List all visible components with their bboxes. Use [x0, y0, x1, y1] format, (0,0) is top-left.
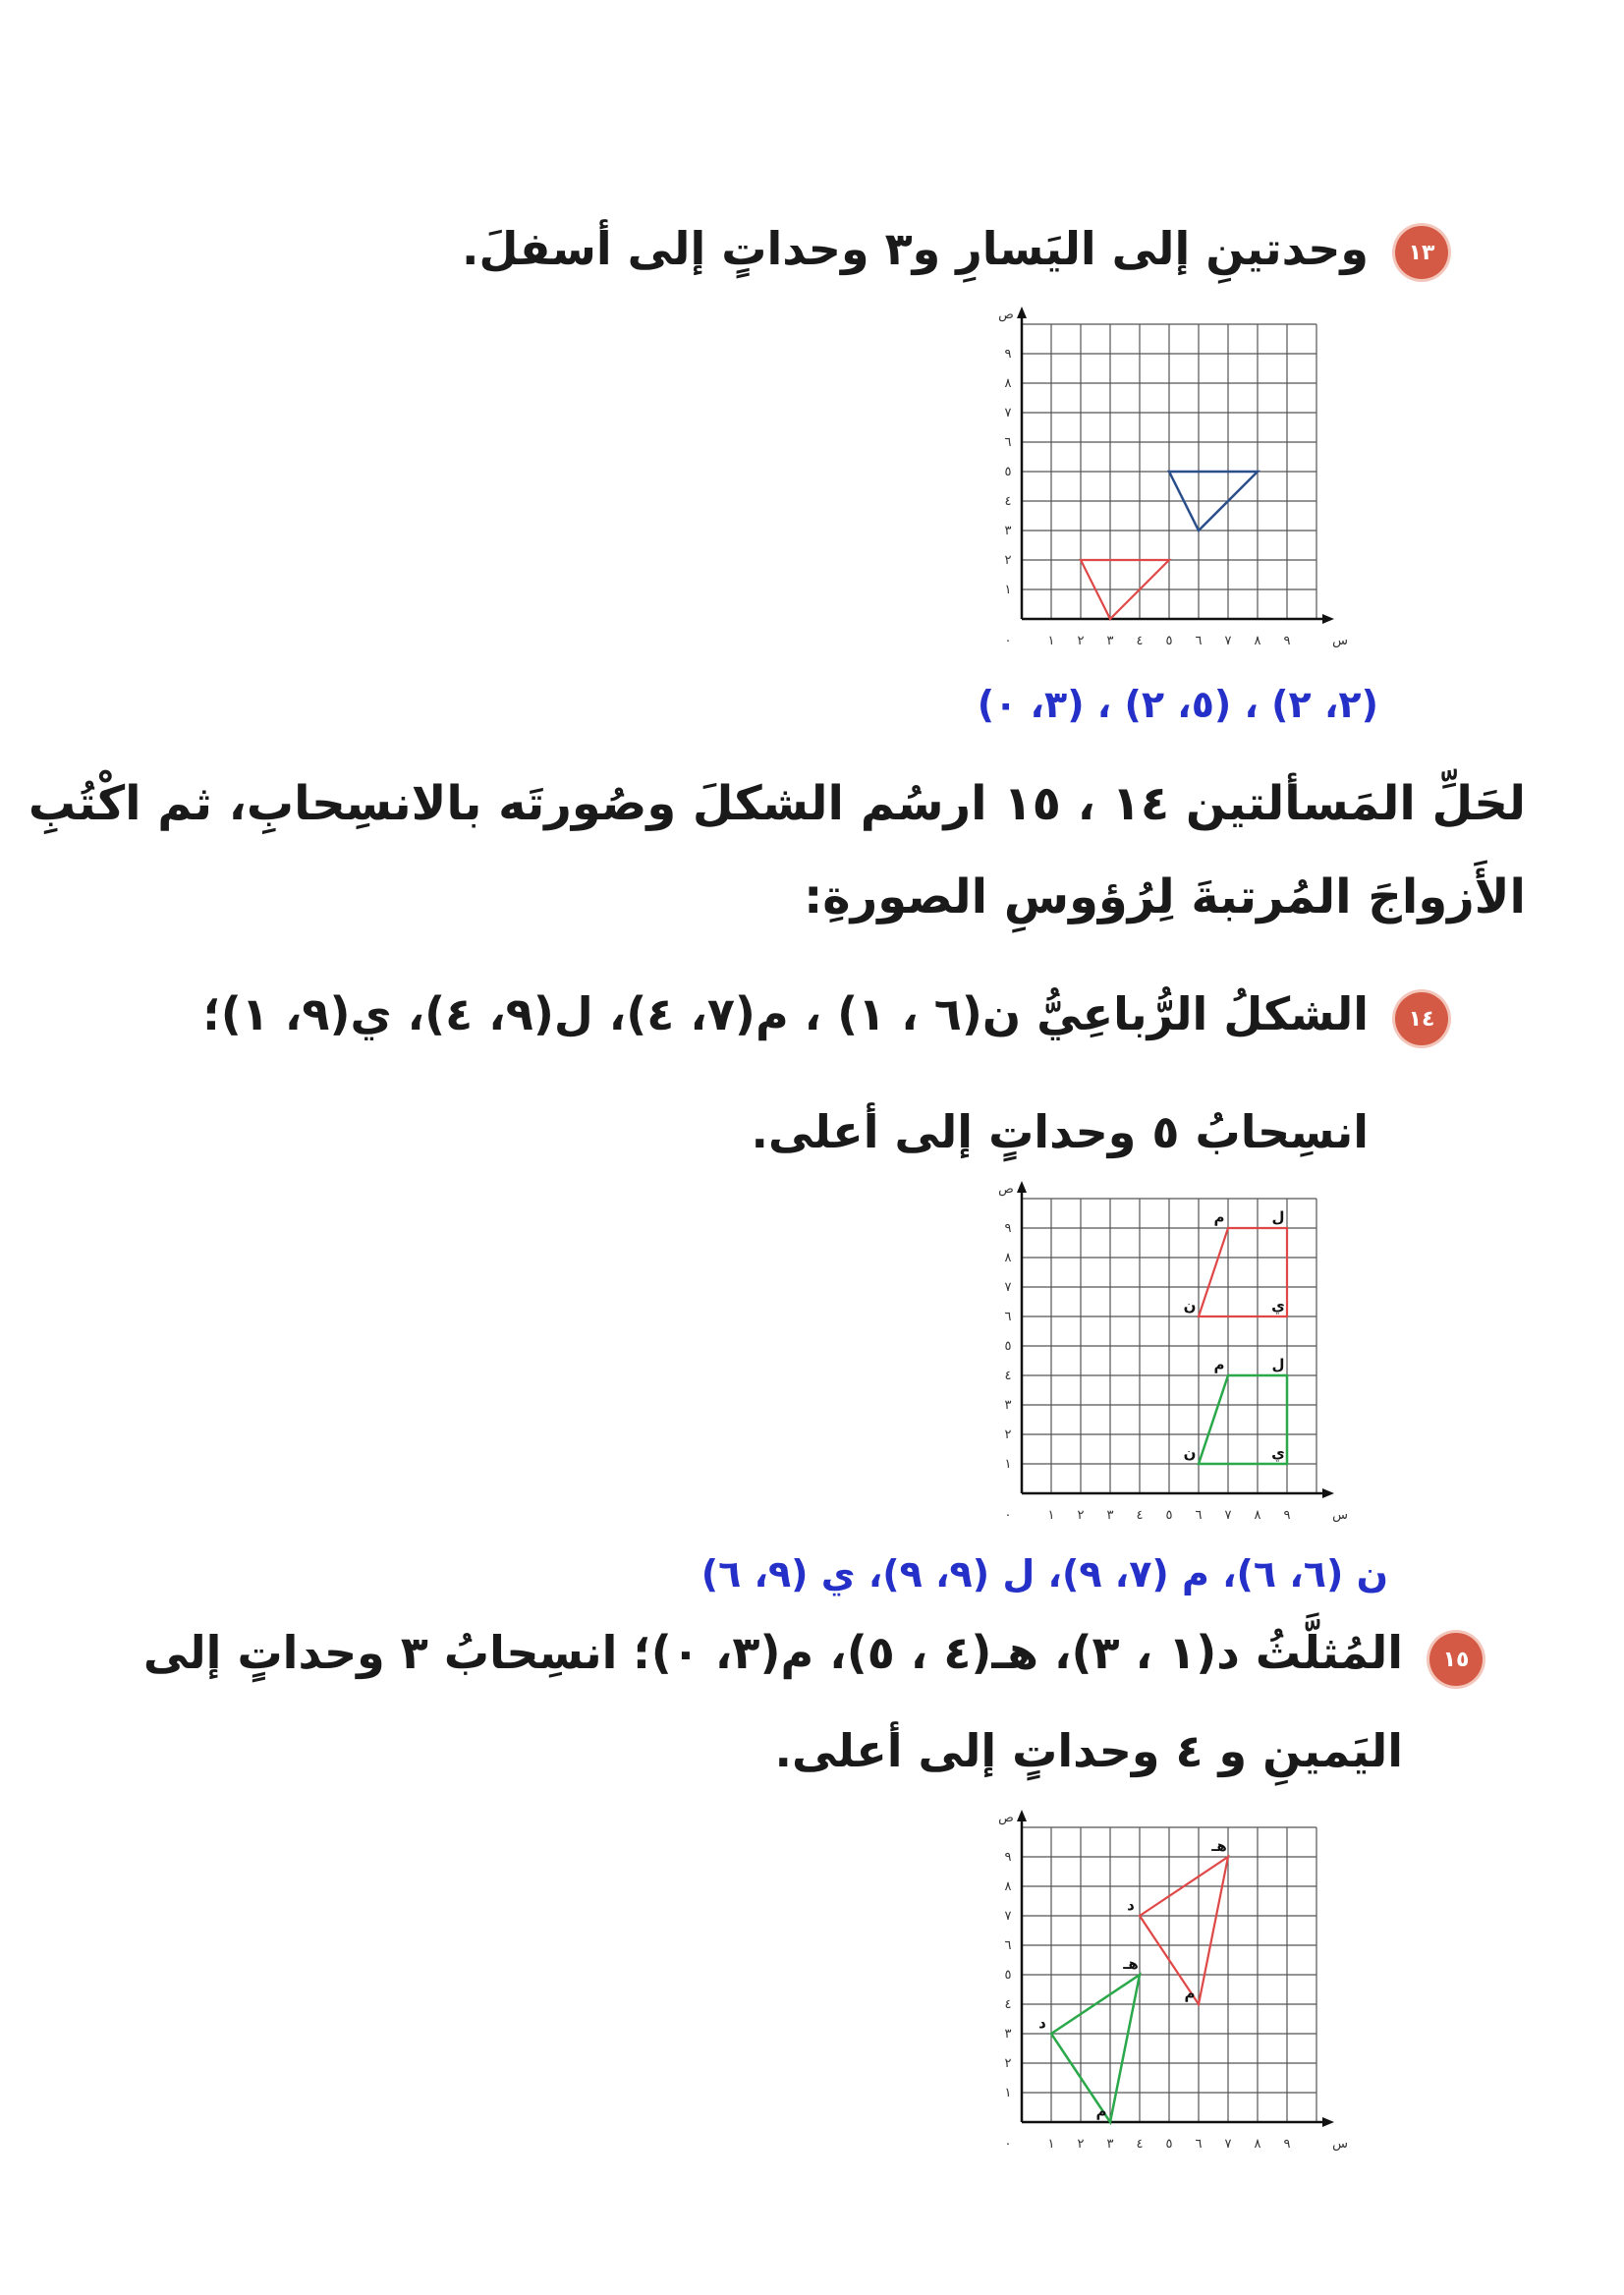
g14-x-arrow [1322, 1488, 1334, 1498]
g14-x-tick-label: ٥ [1165, 1508, 1173, 1523]
g14-x-tick-label: ٩ [1283, 1508, 1291, 1523]
g15-y-tick-label: ٧ [1004, 1909, 1012, 1924]
g15-x-tick-label: ٣ [1106, 2137, 1114, 2152]
g15-original-shape [1051, 1975, 1140, 2122]
g14-y-tick-label: ٧ [1004, 1280, 1012, 1295]
g14-image-vertex-label: ن [1183, 1297, 1197, 1315]
g15-x-tick-label: ٦ [1195, 2137, 1203, 2152]
g15-original-vertex-label: د [1038, 2014, 1046, 2032]
g14-original-vertex-label: ي [1271, 1444, 1285, 1462]
g13-y-tick-label: ٢ [1004, 553, 1012, 568]
g14-y-tick-label: ١ [1004, 1457, 1012, 1472]
problem-13-answer: (٢، ٢) ، (٥، ٢) ، (٣، ٠) [977, 683, 1378, 726]
g13-x-tick-label: ١ [1047, 634, 1055, 648]
problem-15-line-2: اليَمينِ و ٤ وحداتٍ إلى أعلى. [774, 1724, 1403, 1777]
g13-x-tick-label: ٤ [1136, 634, 1144, 648]
g15-x-tick-label: ٨ [1254, 2137, 1261, 2152]
instruction-line-2: الأَزواجَ المُرتبةَ لِرُؤوسِ الصورةِ: [804, 869, 1526, 924]
g13-x-axis-label: س [1332, 634, 1348, 648]
g15-x-arrow [1322, 2117, 1334, 2127]
g14-y-axis-label: ص [998, 1182, 1014, 1197]
g14-y-tick-label: ٩ [1004, 1221, 1012, 1236]
g14-origin-label: ٠ [1004, 1508, 1012, 1523]
g14-y-tick-label: ٤ [1004, 1369, 1012, 1383]
g14-x-tick-label: ٣ [1106, 1508, 1114, 1523]
g14-x-axis-label: س [1332, 1508, 1348, 1523]
g15-x-axis-label: س [1332, 2137, 1348, 2152]
g13-x-arrow [1322, 614, 1334, 624]
problem-14-badge: ١٤ [1395, 992, 1448, 1045]
instruction-line-1: لحَلِّ المَسألتين ١٤ ، ١٥ ارسُم الشكلَ وصُورتَه بالانسِحابِ، ثم اكْتُبِ [28, 776, 1526, 831]
g15-y-tick-label: ٢ [1004, 2056, 1012, 2071]
g13-x-tick-label: ٧ [1224, 634, 1232, 648]
g14-x-tick-label: ١ [1047, 1508, 1055, 1523]
problem-15-line-1: المُثلَّثُ د(١ ، ٣)، هـ(٤ ، ٥)، م(٣، ٠)؛ انسِحابُ ٣ وحداتٍ إلى [142, 1626, 1403, 1679]
g15-x-tick-label: ٧ [1224, 2137, 1232, 2152]
g13-x-tick-label: ٩ [1283, 634, 1291, 648]
g13-x-tick-label: ٨ [1254, 634, 1261, 648]
g13-x-tick-label: ٣ [1106, 634, 1114, 648]
g13-y-tick-label: ٩ [1004, 347, 1012, 362]
problem-13-badge: ١٣ [1395, 226, 1448, 279]
g14-y-tick-label: ٥ [1004, 1339, 1012, 1354]
g13-x-tick-label: ٢ [1077, 634, 1085, 648]
g14-y-tick-label: ٨ [1004, 1251, 1012, 1265]
g14-x-tick-label: ٦ [1195, 1508, 1203, 1523]
g15-y-tick-label: ٥ [1004, 1968, 1012, 1983]
problem-14-graph [973, 1182, 1348, 1542]
g15-x-tick-label: ٤ [1136, 2137, 1144, 2152]
g13-y-axis-label: ص [998, 308, 1014, 322]
g14-original-vertex-label: ل [1271, 1356, 1285, 1373]
g15-x-tick-label: ٥ [1165, 2137, 1173, 2152]
g14-image-vertex-label: ي [1271, 1297, 1285, 1315]
g15-y-axis-label: ص [998, 1811, 1014, 1825]
problem-14-line-2: انسِحابُ ٥ وحداتٍ إلى أعلى. [751, 1105, 1369, 1158]
g14-y-arrow [1017, 1181, 1027, 1193]
g14-x-tick-label: ٢ [1077, 1508, 1085, 1523]
g13-y-tick-label: ٤ [1004, 494, 1012, 509]
problem-13-text: وحدتينِ إلى اليَسارِ و٣ وحداتٍ إلى أسفلَ. [461, 222, 1369, 275]
g14-y-tick-label: ٦ [1004, 1310, 1012, 1324]
g14-y-tick-label: ٣ [1004, 1398, 1012, 1413]
g13-y-tick-label: ٦ [1004, 435, 1012, 450]
g15-original-vertex-label: م [1095, 2102, 1107, 2120]
g15-y-tick-label: ١ [1004, 2086, 1012, 2100]
g14-x-tick-label: ٤ [1136, 1508, 1144, 1523]
g15-y-tick-label: ٦ [1004, 1938, 1012, 1953]
problem-14-line-1: الشكلُ الرُّباعِيُّ ن(٦ ، ١) ، م(٧، ٤)، ل(٩، ٤)، ي(٩، ١)؛ [202, 987, 1369, 1040]
g15-x-tick-label: ٩ [1283, 2137, 1291, 2152]
g13-y-tick-label: ٣ [1004, 524, 1012, 538]
g14-image-vertex-label: ل [1271, 1208, 1285, 1226]
g15-image-vertex-label: هـ [1211, 1837, 1227, 1855]
g15-origin-label: ٠ [1004, 2137, 1012, 2152]
g14-x-tick-label: ٨ [1254, 1508, 1261, 1523]
problem-15-badge: ١٥ [1429, 1633, 1483, 1686]
g15-original-vertex-label: هـ [1123, 1955, 1139, 1973]
g13-y-tick-label: ١ [1004, 583, 1012, 597]
g14-original-vertex-label: ن [1183, 1444, 1197, 1462]
problem-13-graph [973, 308, 1348, 668]
g15-y-tick-label: ٣ [1004, 2027, 1012, 2042]
g13-x-tick-label: ٥ [1165, 634, 1173, 648]
g13-x-tick-label: ٦ [1195, 634, 1203, 648]
g15-y-tick-label: ٤ [1004, 1997, 1012, 2012]
g15-y-arrow [1017, 1810, 1027, 1821]
problem-15-graph [973, 1811, 1348, 2171]
g15-image-vertex-label: د [1127, 1896, 1135, 1914]
g14-image-vertex-label: م [1213, 1208, 1225, 1226]
g15-y-tick-label: ٩ [1004, 1850, 1012, 1865]
g14-original-vertex-label: م [1213, 1356, 1225, 1373]
g15-x-tick-label: ٢ [1077, 2137, 1085, 2152]
problem-14-answer: ن (٦، ٦)، م (٧، ٩)، ل (٩، ٩)، ي (٩، ٦) [700, 1552, 1388, 1595]
g15-image-vertex-label: م [1184, 1985, 1196, 2002]
g13-y-tick-label: ٨ [1004, 376, 1012, 391]
g13-y-arrow [1017, 307, 1027, 318]
g14-y-tick-label: ٢ [1004, 1427, 1012, 1442]
g13-y-tick-label: ٧ [1004, 406, 1012, 420]
g15-y-tick-label: ٨ [1004, 1879, 1012, 1894]
g13-y-tick-label: ٥ [1004, 465, 1012, 479]
g13-origin-label: ٠ [1004, 634, 1012, 648]
g15-image-shape [1140, 1857, 1228, 2004]
g14-x-tick-label: ٧ [1224, 1508, 1232, 1523]
g15-x-tick-label: ١ [1047, 2137, 1055, 2152]
